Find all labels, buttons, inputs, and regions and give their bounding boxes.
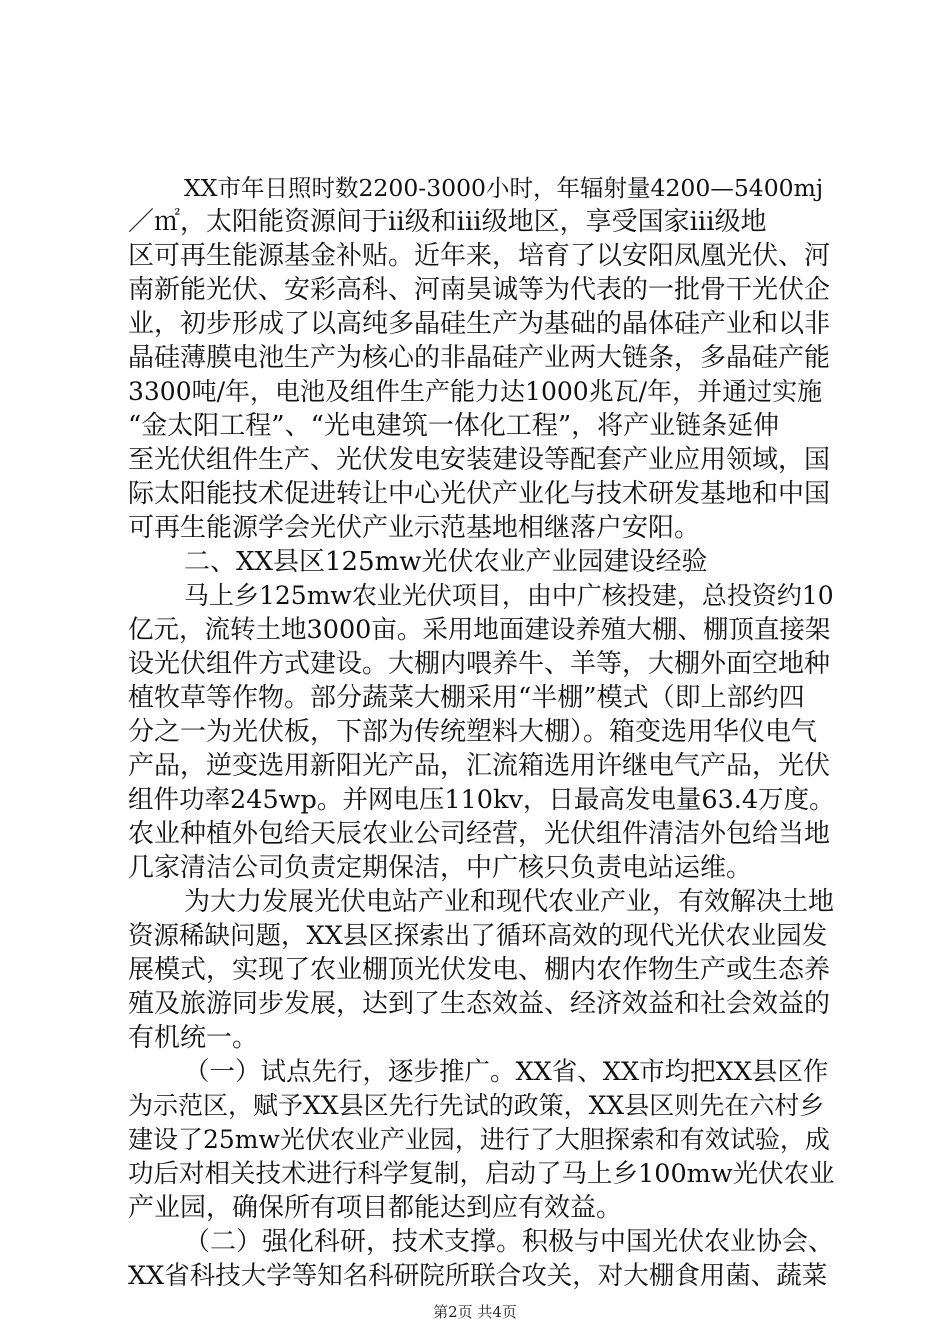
- text-line: 产业园，确保所有项目都能达到应有效益。: [128, 1193, 623, 1223]
- text-line: 建设了25mw光伏农业产业园，进行了大胆探索和有效试验，成: [128, 1125, 830, 1154]
- text-line: 马上乡125mw农业光伏项目，由中广核投建，总投资约10: [184, 581, 834, 610]
- text-line: 功后对相关技术进行科学复制，启动了马上乡100mw光伏农业: [128, 1159, 835, 1189]
- text-line: 展模式，实现了农业棚顶光伏发电、棚内农作物生产或生态养: [128, 955, 831, 985]
- subsection-heading: （二）强化科研，技术支撑。积极与中国光伏农业协会、: [184, 1227, 835, 1257]
- text-line: 3300吨/年，电池及组件生产能力达1000兆瓦/年，并通过实施: [128, 377, 823, 406]
- text-line: 分之一为光伏板，下部为传统塑料大棚）。箱变选用华仪电气: [128, 717, 818, 747]
- text-line: XX市年日照时数2200-3000小时，年辐射量4200—5400mj: [184, 174, 824, 202]
- text-line: 为示范区，赋予XX县区先行先试的政策，XX县区则先在六村乡: [128, 1091, 825, 1120]
- text-line: 设光伏组件方式建设。大棚内喂养牛、羊等，大棚外面空地种: [128, 649, 831, 679]
- subsection-heading: （一）试点先行，逐步推广。XX省、XX市均把XX县区作: [184, 1057, 829, 1087]
- text-line: 至光伏组件生产、光伏发电安装建设等配套产业应用领域，国: [128, 445, 831, 475]
- text-line: 亿元，流转土地3000亩。采用地面建设养殖大棚、棚顶直接架: [128, 615, 831, 645]
- section-heading: 二、XX县区125mw光伏农业产业园建设经验: [184, 547, 708, 577]
- text-line: 有机统一。: [128, 1023, 259, 1053]
- text-line: 几家清洁公司负责定期保洁，中广核只负责电站运维。: [128, 853, 753, 883]
- text-line: 为大力发展光伏电站产业和现代农业产业，有效解决土地: [184, 887, 835, 917]
- text-line: 晶硅薄膜电池生产为核心的非晶硅产业两大链条，多晶硅产能: [128, 343, 831, 373]
- text-line: 业，初步形成了以高纯多晶硅生产为基础的晶体硅产业和以非: [128, 309, 831, 339]
- text-line: 区可再生能源基金补贴。近年来，培育了以安阳凤凰光伏、河: [128, 241, 831, 271]
- text-line: 殖及旅游同步发展，达到了生态效益、经济效益和社会效益的: [128, 989, 831, 1019]
- text-line: “金太阳工程”、“光电建筑一体化工程”，将产业链条延伸: [128, 411, 780, 441]
- text-line: 组件功率245wp。并网电压110kv，日最高发电量63.4万度。: [128, 785, 835, 815]
- text-line: 产品，逆变选用新阳光产品，汇流箱选用许继电气产品，光伏: [128, 751, 831, 781]
- text-line: ／㎡，太阳能资源间于ii级和iii级地区，享受国家iii级地: [128, 207, 767, 237]
- text-line: XX省科技大学等知名科研院所联合攻关，对大棚食用菌、蔬菜: [128, 1261, 828, 1291]
- text-line: 可再生能源学会光伏产业示范基地相继落户安阳。: [128, 513, 701, 543]
- text-line: 植牧草等作物。部分蔬菜大棚采用“半棚”模式（即上部约四: [128, 683, 805, 713]
- text-line: 资源稀缺问题，XX县区探索出了循环高效的现代光伏农业园发: [128, 921, 828, 951]
- page-number-footer: 第2页 共4页: [433, 1303, 517, 1321]
- text-line: 农业种植外包给天辰农业公司经营，光伏组件清洁外包给当地: [128, 819, 831, 849]
- text-line: 南新能光伏、安彩高科、河南昊诚等为代表的一批骨干光伏企: [128, 275, 831, 305]
- text-line: 际太阳能技术促进转让中心光伏产业化与技术研发基地和中国: [128, 479, 831, 509]
